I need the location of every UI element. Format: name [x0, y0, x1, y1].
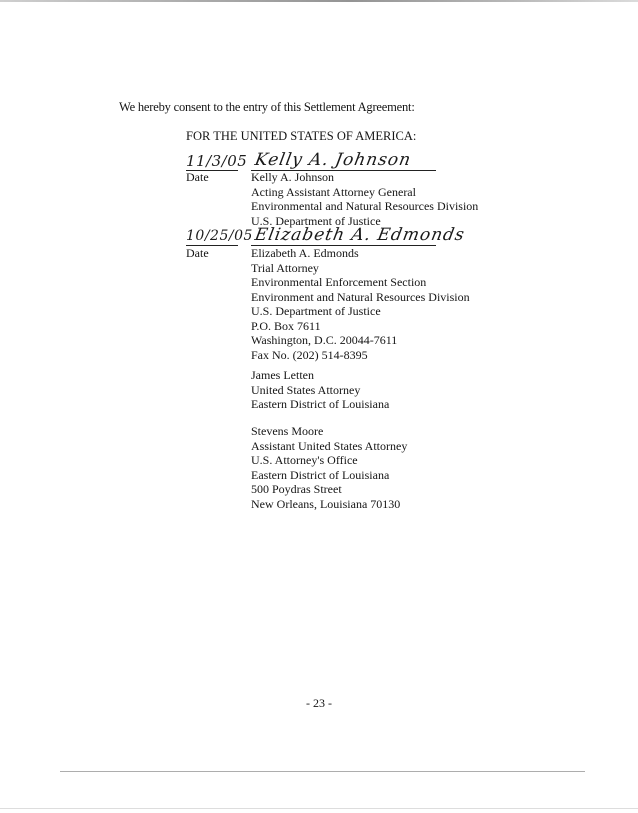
- scan-edge-bottom-2: [0, 808, 638, 809]
- attorney-district: Eastern District of Louisiana: [251, 467, 390, 482]
- signatory-details: [251, 246, 470, 362]
- consent-statement: We hereby consent to the entry of this Settlement Agreement:: [119, 100, 415, 114]
- signatory-department: U.S. Department of Justice: [251, 304, 381, 318]
- signature: Elizabeth A. Edmonds: [253, 225, 467, 245]
- city-zip: Washington, D.C. 20044-7611: [251, 333, 398, 347]
- attorney-title: Assistant United States Attorney: [251, 438, 408, 453]
- handwritten-date: 11/3/05: [186, 152, 248, 170]
- attorney-office: U.S. Attorney's Office: [251, 453, 358, 467]
- signatory-name: Elizabeth A. Edmonds: [251, 246, 359, 260]
- date-label: Date: [186, 246, 209, 260]
- party-heading: FOR THE UNITED STATES OF AMERICA:: [186, 129, 417, 143]
- signatory-name: Kelly A. Johnson: [251, 170, 335, 184]
- fax-number: Fax No. (202) 514-8395: [251, 347, 368, 362]
- street-address: 500 Poydras Street: [251, 482, 342, 496]
- city-state-zip: New Orleans, Louisiana 70130: [251, 496, 401, 511]
- page-number: - 23 -: [306, 696, 332, 710]
- date-label: Date: [186, 170, 209, 184]
- signatory-department: U.S. Department of Justice: [251, 213, 381, 228]
- po-box: P.O. Box 7611: [251, 318, 321, 333]
- signature: Kelly A. Johnson: [253, 150, 413, 170]
- signatory-division: Environment and Natural Resources Division: [251, 289, 470, 304]
- attorney-title: United States Attorney: [251, 382, 361, 397]
- scan-edge-top: [0, 0, 638, 2]
- us-attorney-block: [251, 368, 389, 412]
- signatory-title: Trial Attorney: [251, 260, 319, 275]
- signatory-division: Environmental and Natural Resources Division: [251, 199, 479, 213]
- attorney-name: Stevens Moore: [251, 424, 324, 438]
- assistant-attorney-block: [251, 424, 407, 511]
- attorney-name: James Letten: [251, 368, 314, 382]
- signatory-section: Environmental Enforcement Section: [251, 275, 427, 289]
- signatory-details: [251, 170, 478, 228]
- signatory-title: Acting Assistant Attorney General: [251, 184, 416, 199]
- scan-edge-bottom: [60, 771, 585, 772]
- attorney-district: Eastern District of Louisiana: [251, 397, 390, 411]
- handwritten-date: 10/25/05: [186, 228, 253, 244]
